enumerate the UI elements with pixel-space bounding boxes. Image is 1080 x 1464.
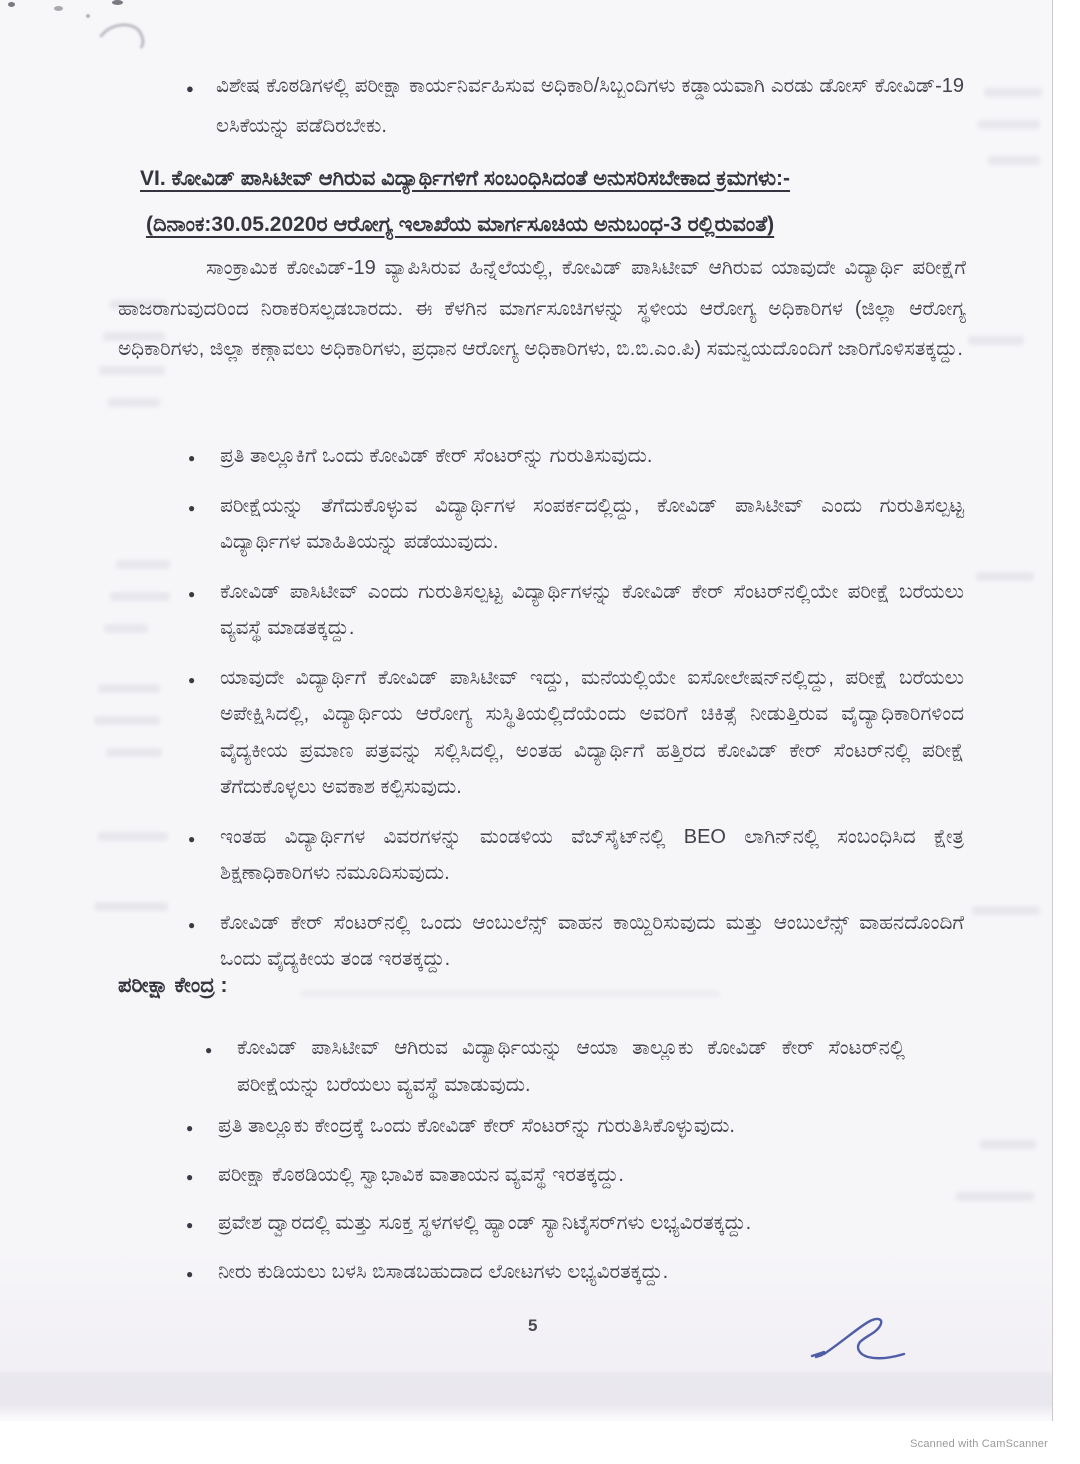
bleedthrough-smudge [984,88,1042,97]
section-bullet-list [188,438,964,991]
bleedthrough-smudge [980,1140,1036,1149]
bleedthrough-smudge [108,398,160,407]
section-heading-line1: VI. ಕೋವಿಡ್ ಪಾಸಿಟೀವ್ ಆಗಿರುವ ವಿದ್ಯಾರ್ಥಿಗಳಿಗೆ ಸಂಬಂಧಿಸಿದಂತೆ ಅನುಸರಿಸಬೇಕಾದ ಕ್ರಮಗಳು:- [140,167,791,190]
list-item: ● ಪ್ರತಿ ತಾಲ್ಲೂಕು ಕೇಂದ್ರಕ್ಕೆ ಒಂದು ಕೋವಿಡ್ ಕೇರ್ ಸೆಂಟರ್‌ನ್ನು ಗುರುತಿಸಿಕೊಳ್ಳುವುದು. [186,1108,976,1145]
bleedthrough-smudge [94,902,168,911]
list-item: ● ಯಾವುದೇ ವಿದ್ಯಾರ್ಥಿಗೆ ಕೋವಿಡ್ ಪಾಸಿಟೀವ್ ಇದ್ದು, ಮನೆಯಲ್ಲಿಯೇ ಐಸೋಲೇಷನ್‌ನಲ್ಲಿದ್ದು, ಪರೀಕ್ಷೆ ಬರೆಯಲು ಅಪೇಕ್ಷಿಸಿದಲ್ಲಿ, ವಿದ್ಯಾರ್ಥಿಯ ಆರೋಗ್ಯ ಸುಸ್ಥಿತಿಯಲ್ಲಿದೆಯೆಂದು ಅವರಿಗೆ ಚಿಕಿತ್ಸೆ ನೀಡುತ್ತಿರುವ ವೈದ್ಯಾಧಿಕಾರಿಗಳಿಂದ ವೈದ್ಯಕೀಯ ಪ್ರಮಾಣ ಪತ್ರವನ್ನು ಸಲ್ಲಿಸಿದಲ್ಲಿ, ಅಂತಹ ವಿದ್ಯಾರ್ಥಿಗೆ ಹತ್ತಿರದ ಕೋವಿಡ್ ಕೇರ್ ಸೆಂಟರ್‌ನಲ್ಲಿ ಪರೀಕ್ಷೆ ತೆಗೆದುಕೊಳ್ಳಲು ಅವಕಾಶ ಕಲ್ಪಿಸುವುದು. [188,660,964,806]
list-item: ● ಕೋವಿಡ್ ಪಾಸಿಟೀವ್ ಎಂದು ಗುರುತಿಸಲ್ಪಟ್ಟ ವಿದ್ಯಾರ್ಥಿಗಳನ್ನು ಕೋವಿಡ್ ಕೇರ್ ಸೆಂಟರ್‌ನಲ್ಲಿಯೇ ಪರೀಕ್ಷೆ ಬರೆಯಲು ವ್ಯವಸ್ಥೆ ಮಾಡತಕ್ಕದ್ದು. [188,574,964,647]
list-item: ● ಕೋವಿಡ್ ಪಾಸಿಟೀವ್ ಆಗಿರುವ ವಿದ್ಯಾರ್ಥಿಯನ್ನು ಆಯಾ ತಾಲ್ಲೂಕು ಕೋವಿಡ್ ಕೇರ್ ಸೆಂಟರ್‌ನಲ್ಲಿ ಪರೀಕ್ಷೆಯನ್ನು ಬರೆಯಲು ವ್ಯವಸ್ಥೆ ಮಾಡುವುದು. [205,1030,905,1103]
bleedthrough-smudge [988,156,1040,165]
exam-centre-bullet-list [186,1108,976,1302]
signature [798,1312,908,1372]
bleedthrough-smudge [94,716,160,725]
intro-bullet-item [186,66,964,146]
bleedthrough-smudge [106,748,162,757]
list-item: ● ಪರೀಕ್ಷಾ ಕೊಠಡಿಯಲ್ಲಿ ಸ್ವಾಭಾವಿಕ ವಾತಾಯನ ವ್ಯವಸ್ಥೆ ಇರತಕ್ಕದ್ದು. [186,1157,976,1194]
scan-speck [8,2,15,7]
exam-centre-heading: ಪರೀಕ್ಷಾ ಕೇಂದ್ರ : [118,974,228,997]
bleedthrough-smudge [98,832,168,841]
list-item: ● ಪರೀಕ್ಷೆಯನ್ನು ತೆಗೆದುಕೊಳ್ಳುವ ವಿದ್ಯಾರ್ಥಿಗಳ ಸಂಪರ್ಕದಲ್ಲಿದ್ದು, ಕೋವಿಡ್ ಪಾಸಿಟೀವ್ ಎಂದು ಗುರುತಿಸಲ್ಪಟ್ಟ ವಿದ್ಯಾರ್ಥಿಗಳ ಮಾಹಿತಿಯನ್ನು ಪಡೆಯುವುದು. [188,488,964,561]
bullet-dot-icon: ● [186,81,194,96]
exam-centre-bullet-first [205,1030,905,1103]
bleedthrough-smudge [98,684,160,693]
bleedthrough-smudge [978,120,1040,129]
list-item: ● ಕೋವಿಡ್ ಕೇರ್ ಸೆಂಟರ್‌ನಲ್ಲಿ ಒಂದು ಆಂಬುಲೆನ್ಸ್ ವಾಹನ ಕಾಯ್ದಿರಿಸುವುದು ಮತ್ತು ಆಂಬುಲೆನ್ಸ್ ವಾಹನದೊಂದಿಗೆ ಒಂದು ವೈದ್ಯಕೀಯ ತಂಡ ಇರತಕ್ಕದ್ದು. [188,905,964,978]
section-heading-line2: (ದಿನಾಂಕ:30.05.2020ರ ಆರೋಗ್ಯ ಇಲಾಖೆಯ ಮಾರ್ಗಸೂಚಿಯ ಅನುಬಂಧ-3 ರಲ್ಲಿರುವಂತೆ) [146,213,775,236]
section-paragraph: ಸಾಂಕ್ರಾಮಿಕ ಕೋವಿಡ್-19 ವ್ಯಾಪಿಸಿರುವ ಹಿನ್ನೆಲೆಯಲ್ಲಿ, ಕೋವಿಡ್ ಪಾಸಿಟೀವ್ ಆಗಿರುವ ಯಾವುದೇ ವಿದ್ಯಾರ್ಥಿ ಪರೀಕ್ಷೆಗೆ ಹಾಜರಾಗುವುದರಿಂದ ನಿರಾಕರಿಸಲ್ಪಡಬಾರದು. ಈ ಕೆಳಗಿನ ಮಾರ್ಗಸೂಚಿಗಳನ್ನು ಸ್ಥಳೀಯ ಆರೋಗ್ಯ ಅಧಿಕಾರಿಗಳ (ಜಿಲ್ಲಾ ಆರೋಗ್ಯ ಅಧಿಕಾರಿಗಳು, ಜಿಲ್ಲಾ ಕಣ್ಗಾವಲು ಅಧಿಕಾರಿಗಳು, ಪ್ರಧಾನ ಆರೋಗ್ಯ ಅಧಿಕಾರಿಗಳು, ಬಿ.ಬಿ.ಎಂ.ಪಿ) ಸಮನ್ವಯದೊಂದಿಗೆ ಜಾರಿಗೊಳಿಸತಕ್ಕದ್ದು. [118,257,966,360]
page-number: 5 [528,1316,538,1335]
intro-bullet-text: ವಿಶೇಷ ಕೊಠಡಿಗಳಲ್ಲಿ ಪರೀಕ್ಷಾ ಕಾರ್ಯನಿರ್ವಹಿಸುವ ಅಧಿಕಾರಿ/ಸಿಬ್ಬಂದಿಗಳು ಕಡ್ಡಾಯವಾಗಿ ಎರಡು ಡೋಸ್ ಕೋವಿಡ್-19 ಲಸಿಕೆಯನ್ನು ಪಡೆದಿರಬೇಕು. [216,75,964,137]
bleedthrough-smudge [104,624,148,633]
bleedthrough-smudge [116,560,170,569]
scan-speck [54,6,63,11]
bleedthrough-smudge [110,592,170,601]
list-item: ● ಪ್ರವೇಶ ದ್ವಾರದಲ್ಲಿ ಮತ್ತು ಸೂಕ್ತ ಸ್ಥಳಗಳಲ್ಲಿ ಹ್ಯಾಂಡ್ ಸ್ಯಾನಿಟೈಸರ್‌ಗಳು ಲಭ್ಯವಿರತಕ್ಕದ್ದು. [186,1205,976,1242]
bleedthrough-smudge [300,990,720,997]
scan-bottom-shadow [0,1372,1052,1418]
camscanner-watermark: Scanned with CamScanner [910,1438,1048,1450]
bleedthrough-smudge [976,572,1034,581]
list-item: ● ಇಂತಹ ವಿದ್ಯಾರ್ಥಿಗಳ ವಿವರಗಳನ್ನು ಮಂಡಳಿಯ ವೆಬ್‌ಸೈಟ್‌ನಲ್ಲಿ BEO ಲಾಗಿನ್‌ನಲ್ಲಿ ಸಂಬಂಧಿಸಿದ ಕ್ಷೇತ್ರ ಶಿಕ್ಷಣಾಧಿಕಾರಿಗಳು ನಮೂದಿಸುವುದು. [188,819,964,892]
section-heading [140,156,940,248]
scan-speck [112,0,123,5]
list-item: ● ನೀರು ಕುಡಿಯಲು ಬಳಸಿ ಬಿಸಾಡಬಹುದಾದ ಲೋಟಗಳು ಲಭ್ಯವಿರತಕ್ಕದ್ದು. [186,1254,976,1291]
list-item: ● ಪ್ರತಿ ತಾಲ್ಲೂಕಿಗೆ ಒಂದು ಕೋವಿಡ್ ಕೇರ್ ಸೆಂಟರ್‌ನ್ನು ಗುರುತಿಸುವುದು. [188,438,964,475]
paper-curl-mark [92,17,149,66]
bleedthrough-smudge [972,906,1040,915]
scan-speck [86,14,90,18]
bleedthrough-smudge [968,336,1024,345]
